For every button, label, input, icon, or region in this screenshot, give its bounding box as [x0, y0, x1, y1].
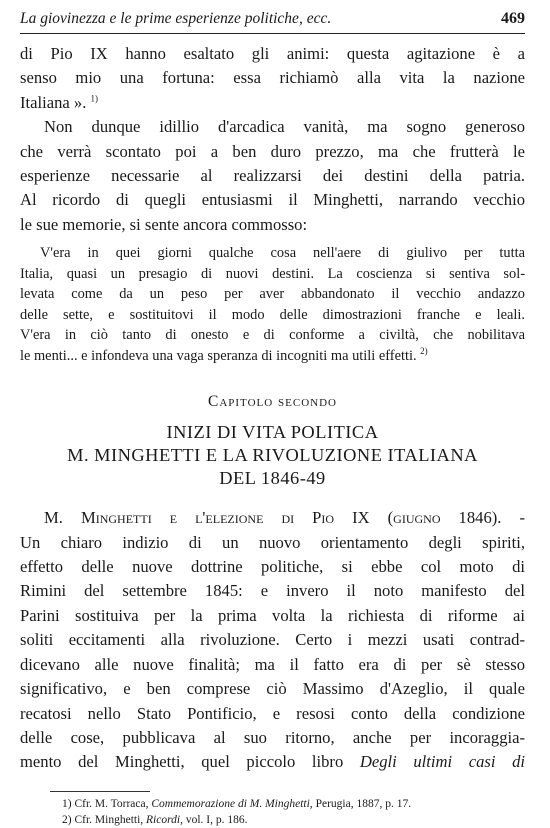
quote-line: levata come da un peso per aver abbandonato il vecchio andazzo: [20, 286, 525, 303]
text-line: recatosi nello Stato Pontificio, e resosi conto della condizione: [20, 703, 525, 723]
quote-line: V'era in quei giorni qualche cosa nell'aere di giulivo per tutta: [40, 245, 525, 262]
block-quote: [20, 243, 525, 366]
quote-line: le menti... e infondeva una vaga speranza di incogniti ma utili effetti. $^{2)}$: [20, 345, 428, 364]
quote-line: Italia, quasi un presagio di nuovi destini. La coscienza si sentiva sol-: [20, 265, 525, 282]
chapter-title-line: M. MINGHETTI E LA RIVOLUZIONE ITALIANA: [67, 445, 478, 466]
running-title: La giovinezza e le prime esperienze politiche, ecc.: [20, 10, 332, 27]
text-line: Parini sostituiva per la prima volta la richiesta di riforme ai: [20, 605, 525, 625]
footnote-divider: [50, 791, 150, 792]
text-line: le sue memorie, si sente ancora commosso:: [20, 214, 308, 234]
text-line: Italiana ». $^{1)}$: [20, 92, 98, 112]
chapter-label: Capitolo secondo: [207, 393, 337, 411]
text-line: dicevano alle nuove finalità; ma il fatto era di per sè stesso: [20, 654, 525, 674]
quote-line: delle sette, e sostituitovi il modo delle dimostrazioni franche e leali.: [20, 306, 525, 323]
text-line: Non dunque idillio d'arcadica vanità, ma sogno generoso: [44, 117, 525, 137]
footnote-ref[interactable]: 1): [90, 93, 98, 104]
running-header: [20, 10, 525, 34]
footnote-ref[interactable]: 2): [420, 345, 428, 356]
chapter-title-line: INIZI DI VITA POLITICA: [166, 422, 379, 443]
footnote-2: 2) Cfr. Minghetti, Ricordi, vol. I, p. 186.: [62, 813, 248, 826]
text-line: soliti eccitamenti alla rivoluzione. Certo i mezzi usati contrad-: [20, 630, 525, 650]
quote-line: V'era in ciò tanto di onesto e di conforme a civiltà, che nobilitava: [20, 327, 525, 344]
text-line: Al ricordo di quegli entusiasmi il Minghetti, narrando vecchio: [20, 190, 525, 210]
text-line: Un chiaro indizio di un nuovo orientamento degli spiriti,: [20, 532, 525, 552]
book-page: [20, 10, 525, 828]
text-line: senso mio una fortuna: essa richiamò alla vita la nazione: [20, 68, 525, 88]
text-line: significativo, e ben comprese ciò Massimo d'Azeglio, il quale: [20, 679, 525, 699]
section-paragraph: [20, 506, 525, 774]
text-line: Rimini del settembre 1845: e invero il noto manifesto del: [20, 581, 525, 601]
intro-paragraph: [20, 42, 525, 115]
chapter-title: [20, 421, 525, 490]
text-line: delle cose, pubblicava al suo ritorno, anche per incoraggia-: [20, 727, 525, 747]
text-line: mento del Minghetti, quel piccolo libro Degli ultimi casi di: [20, 752, 526, 772]
text-line: di Pio IX hanno esaltato gli animi: questa agitazione è a: [20, 44, 525, 63]
text-line: che verrà scontato poi a ben duro prezzo, ma che frutterà le: [20, 141, 525, 161]
chapter-title-line: DEL 1846-49: [219, 468, 326, 489]
text-line: esperienze necessarie al realizzarsi dei destini della patria.: [20, 166, 525, 186]
page-number: 469: [501, 10, 525, 27]
footnote-1: 1) Cfr. M. Torraca, Commemorazione di M. Minghetti, Perugia, 1887, p. 17.: [62, 797, 412, 810]
paragraph: [20, 115, 525, 237]
book-title: Degli ultimi casi di: [359, 752, 526, 772]
text-line: M. Minghetti e l'elezione di Pio IX (giugno 1846). -: [44, 508, 525, 528]
footnotes: [62, 796, 525, 828]
section-heading: M. Minghetti e l'elezione di Pio IX (giugno 1846).: [44, 508, 502, 528]
text-line: effetto delle nuove dottrine politiche, si ebbe col moto di: [20, 557, 525, 577]
